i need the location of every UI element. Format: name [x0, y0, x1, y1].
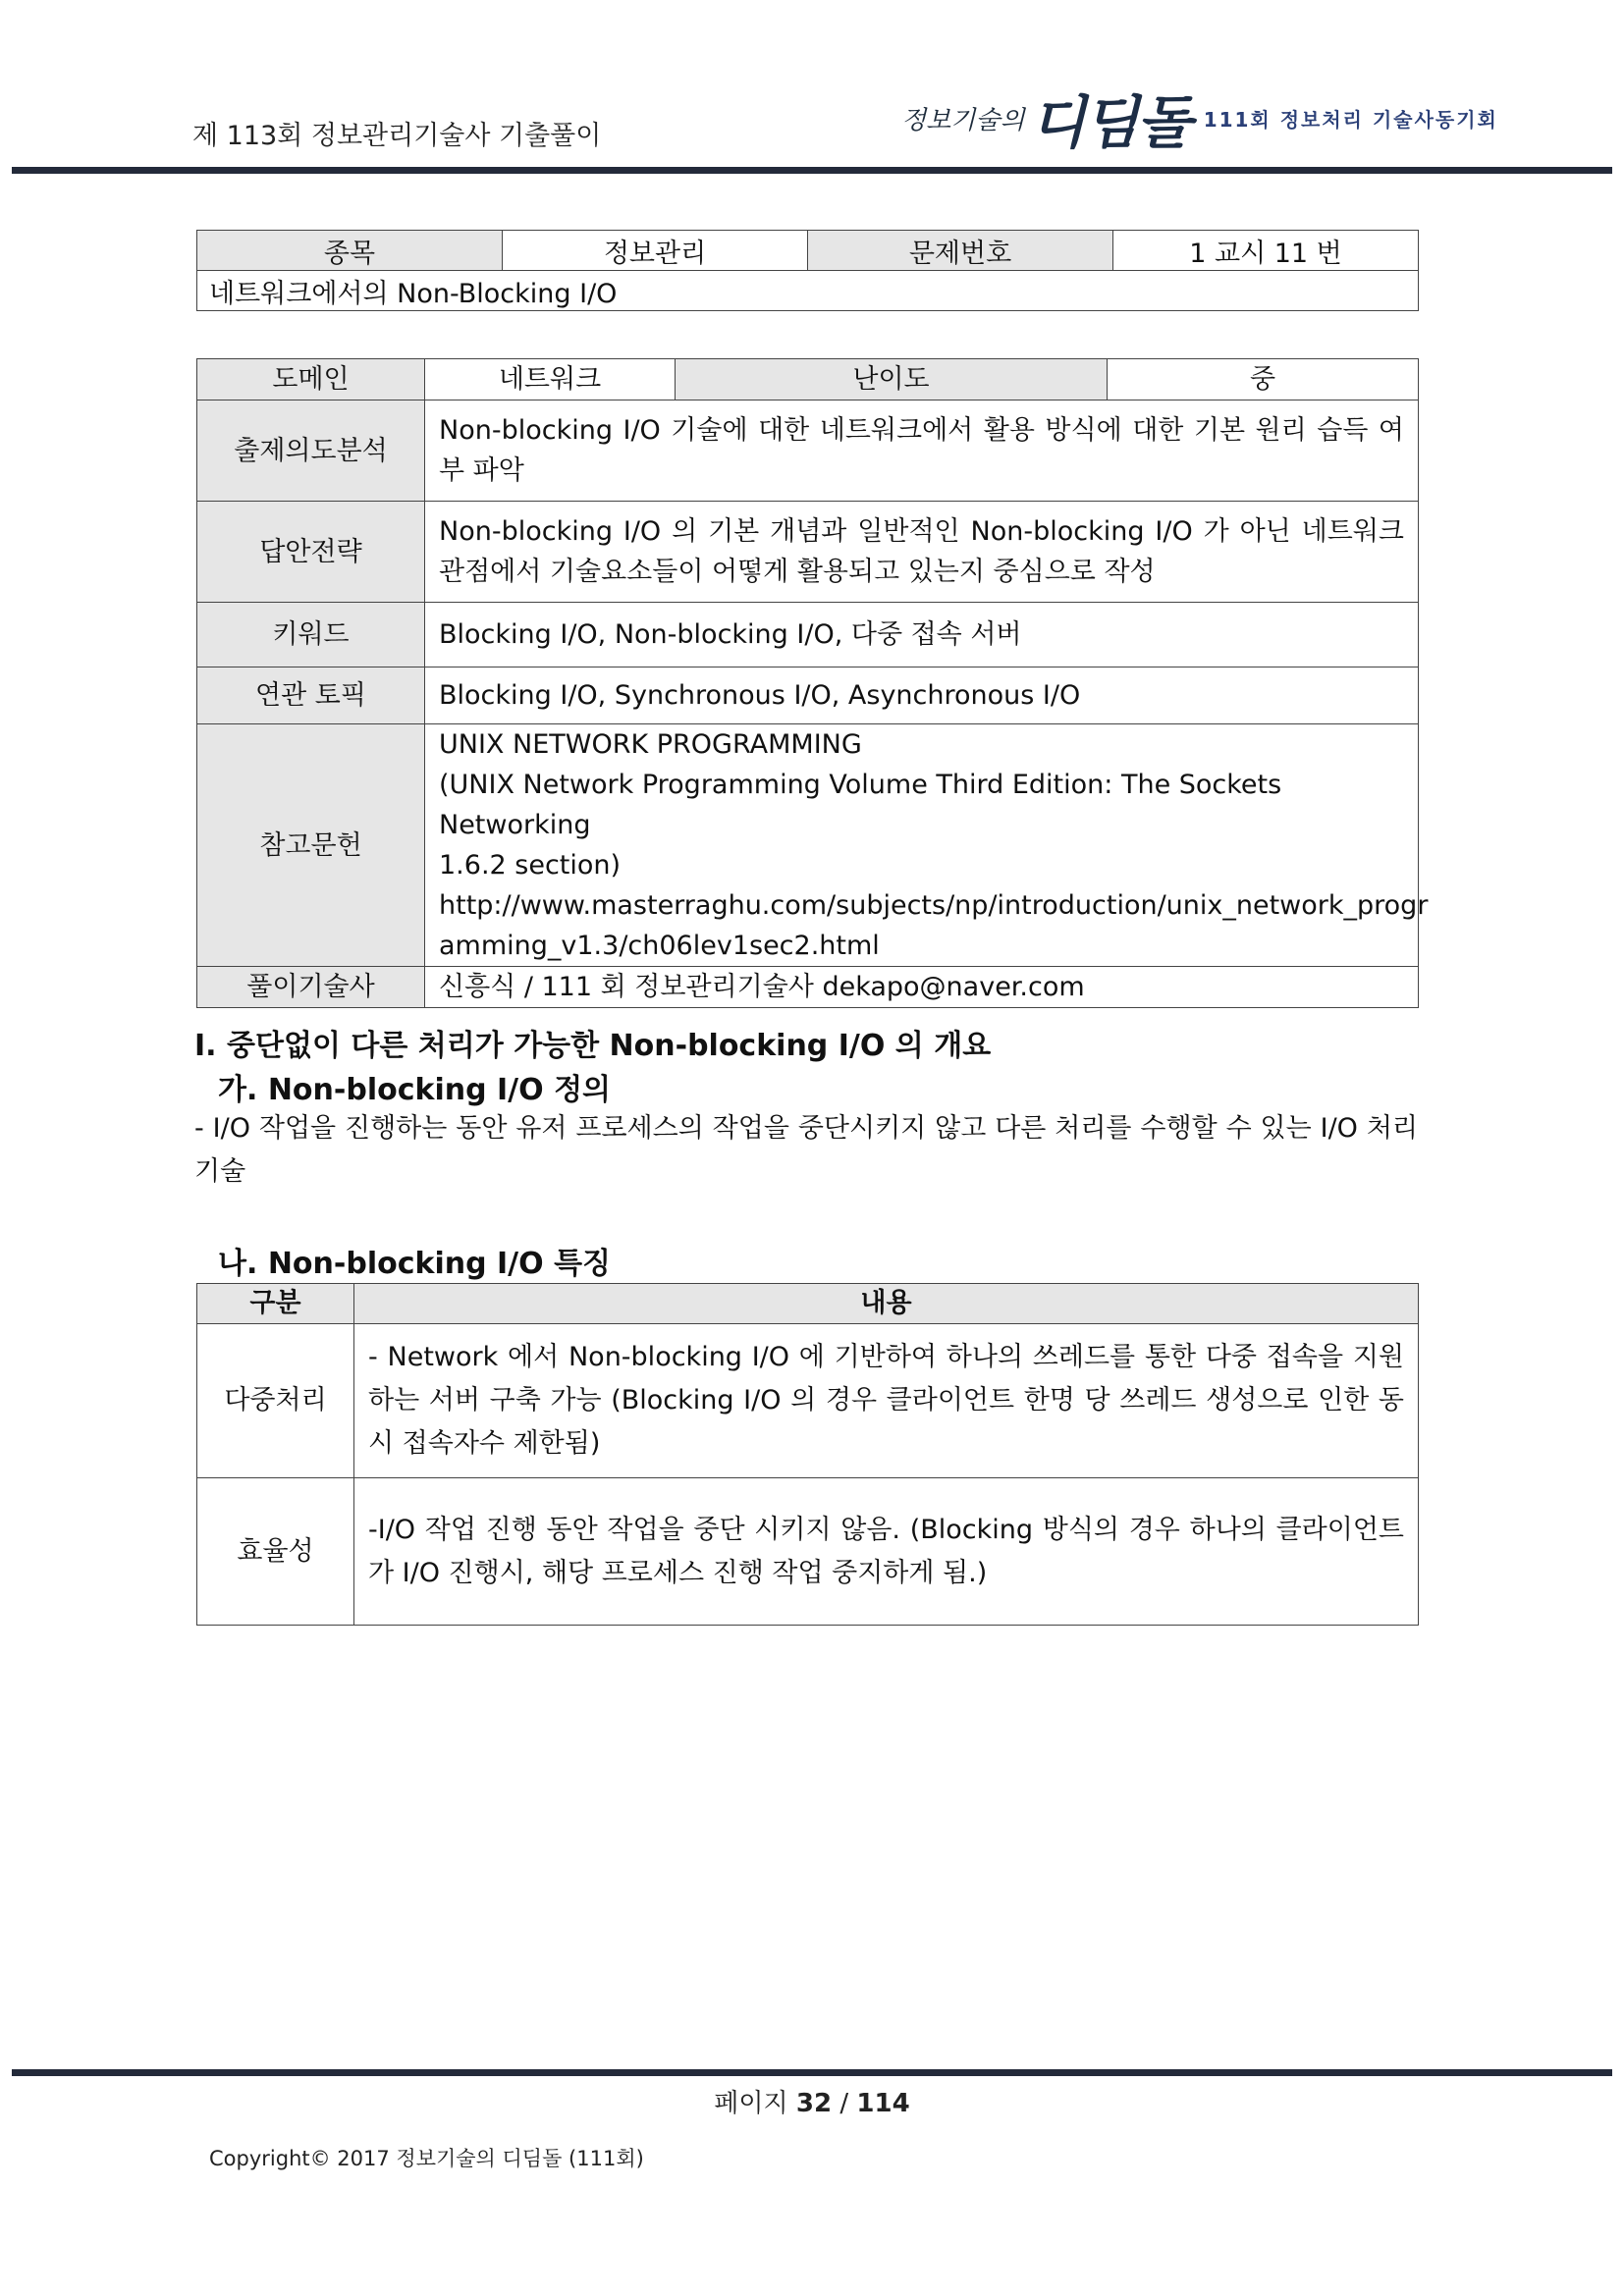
subsection-heading-features: 나. Non-blocking I/O 특징 [218, 1247, 612, 1281]
page-indicator [0, 2083, 1624, 2119]
reference-line: (UNIX Network Programming Volume Third Edition: The Sockets Networking [439, 770, 1282, 840]
difficulty-label: 난이도 [676, 359, 1108, 400]
related-topic-value: Blocking I/O, Synchronous I/O, Asynchronous I/O [425, 667, 1419, 724]
page-total: 114 [856, 2089, 910, 2118]
author-label: 풀이기술사 [197, 967, 425, 1008]
strategy-label: 답안전략 [197, 502, 425, 603]
question-number-label: 문제번호 [808, 231, 1113, 271]
reference-line: UNIX NETWORK PROGRAMMING [439, 729, 862, 760]
document-title: 제 113회 정보관리기술사 기출풀이 [192, 121, 602, 151]
footer-rule [12, 2069, 1612, 2076]
reference-label: 참고문헌 [197, 724, 425, 967]
header-rule [12, 167, 1612, 174]
definition-text: - I/O 작업을 진행하는 동안 유저 프로세스의 작업을 중단시키지 않고 다른 처리를 수행할 수 있는 I/O 처리 기술 [194, 1113, 1418, 1187]
reference-url: http://www.masterraghu.com/subjects/np/introduction/unix_network_progr [439, 890, 1429, 921]
info-table [196, 230, 1419, 311]
keyword-label: 키워드 [197, 603, 425, 667]
logo [901, 79, 1498, 157]
domain-label: 도메인 [197, 359, 425, 400]
intent-label: 출제의도분석 [197, 400, 425, 502]
column-header: 구분 [197, 1284, 354, 1324]
strategy-value: Non-blocking I/O 의 기본 개념과 일반적인 Non-blocking I/O 가 아닌 네트워크 관점에서 기술요소들이 어떻게 활용되고 있는지 중심으로 작성 [425, 502, 1419, 603]
feature-label: 효율성 [197, 1478, 354, 1626]
logo-big-text: 디딤돌 [1030, 89, 1190, 156]
column-header: 내용 [354, 1284, 1419, 1324]
meta-table [196, 358, 1429, 1008]
feature-content: -I/O 작업 진행 동안 작업을 중단 시키지 않음. (Blocking 방식의 경우 하나의 클라이언트가 I/O 진행시, 해당 프로세스 진행 작업 중지하게 됨.) [354, 1478, 1419, 1626]
subsection-heading-definition: 가. Non-blocking I/O 정의 [218, 1073, 612, 1107]
question-number-value: 1 교시 11 번 [1113, 231, 1419, 271]
feature-label: 다중처리 [197, 1324, 354, 1478]
reference-line: 1.6.2 section) [439, 850, 622, 881]
reference-value [425, 724, 1429, 967]
intent-value: Non-blocking I/O 기술에 대한 네트워크에서 활용 방식에 대한 기본 원리 습득 여부 파악 [425, 400, 1419, 502]
page-prefix: 페이지 [714, 2089, 788, 2118]
domain-value: 네트워크 [425, 359, 676, 400]
subject-value: 정보관리 [503, 231, 808, 271]
subject-label: 종목 [197, 231, 503, 271]
page-current: 32 [795, 2089, 833, 2118]
related-topic-label: 연관 토픽 [197, 667, 425, 724]
logo-small-text: 정보기술의 [901, 105, 1025, 135]
reference-url: amming_v1.3/ch06lev1sec2.html [439, 931, 880, 961]
copyright: Copyright© 2017 정보기술의 디딤돌 (111회) [209, 2147, 644, 2170]
logo-tagline: 111회 정보처리 기술사동기회 [1203, 107, 1498, 132]
feature-content: - Network 에서 Non-blocking I/O 에 기반하여 하나의 쓰레드를 통한 다중 접속을 지원하는 서버 구축 가능 (Blocking I/O 의 경우 클라이언트 한명 당 쓰레드 생성으로 인한 동시 접속자수 제한됨) [354, 1324, 1419, 1478]
difficulty-value: 중 [1108, 359, 1419, 400]
keyword-value: Blocking I/O, Non-blocking I/O, 다중 접속 서버 [425, 603, 1419, 667]
page-separator: / [839, 2089, 849, 2118]
feature-table [196, 1283, 1419, 1626]
question-title: 네트워크에서의 Non-Blocking I/O [197, 271, 1419, 311]
section-heading: I. 중단없이 다른 처리가 가능한 Non-blocking I/O 의 개요 [194, 1029, 992, 1063]
author-value: 신흥식 / 111 회 정보관리기술사 dekapo@naver.com [425, 967, 1419, 1008]
